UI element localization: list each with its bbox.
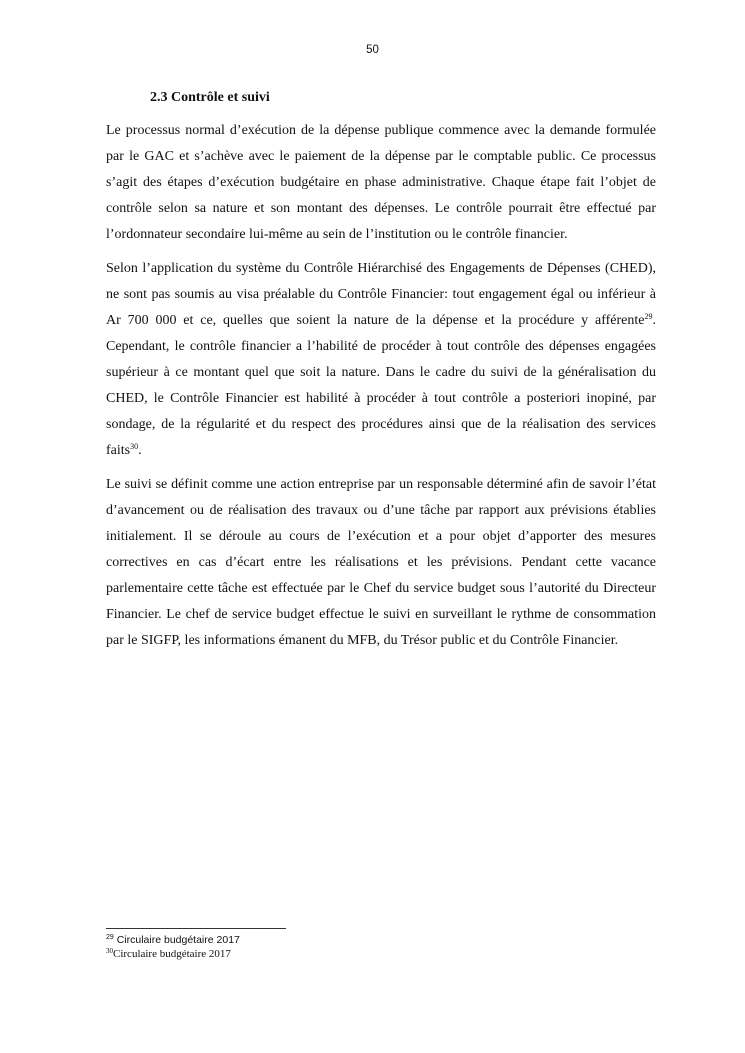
paragraph-process: Le processus normal d’exécution de la dépense publique commence avec la demande formulée par le GAC et s’achève avec le paiement de la dépense par le comptable public. Ce processus s’agit des étapes d’exécution budgétaire en phase administrative. Chaque étape fait l’objet de contrôle selon sa nature et son montant des dépenses. Le contrôle pourrait être effectué par l’ordonnateur secondaire lui-même au sein de l’institution ou le contrôle financier. [106, 123, 656, 242]
footnote-30-number: 30 [106, 947, 113, 955]
footnote-30 [106, 947, 656, 961]
footnotes [106, 933, 656, 961]
footnote-29 [106, 933, 656, 947]
paragraph-suivi: Le suivi se définit comme une action entreprise par un responsable déterminé afin de savoir l’état d’avancement ou de réalisation des travaux ou d’une tâche par rapport aux prévisions établies initialement. Il se déroule au cours de l’exécution et a pour objet d’apporter des mesures correctives en cas d’écart entre les réalisations et les prévisions. Pendant cette vacance parlementaire cette tâche est effectuée par le Chef du service budget sous l’autorité du Directeur Financier. Le chef de service budget effectue le suivi en surveillant le rythme de consommation par le SIGFP, les informations émanent du MFB, du Trésor public et du Contrôle Financier. [106, 477, 656, 648]
paragraph-ched-text-2: . Cependant, le contrôle financier a l’habilité de procéder à tout contrôle des dépenses engagées supérieur à ce montant quel que soit la nature. Dans le cadre du suivi de la généralisation du CHED, le Contrôle Financier est habilité à procéder à tout contrôle a posteriori inopiné, par sondage, de la régularité et du respect des procédures ainsi que de la réalisation des services faits [106, 313, 656, 458]
page-number: 50 [366, 44, 379, 56]
footnote-separator [106, 928, 286, 929]
footnote-29-text: Circulaire budgétaire 2017 [113, 934, 240, 946]
footnote-ref-30[interactable]: 30 [130, 442, 139, 451]
footnote-ref-29[interactable]: 29 [644, 312, 653, 321]
body-text [106, 118, 656, 662]
footnote-30-text: Circulaire budgétaire 2017 [113, 948, 231, 960]
footnote-29-number: 29 [106, 934, 114, 941]
paragraph-ched-text-1: Selon l’application du système du Contrôle Hiérarchisé des Engagements de Dépenses (CHED), ne sont pas soumis au visa préalable du Contrôle Financier: tout engagement égal ou inférieur à Ar 700 000 et ce, quelles que soient la nature de la dépense et la procédure y afférente [106, 261, 656, 328]
section-heading: 2.3 Contrôle et suivi [150, 90, 270, 105]
paragraph-ched-text-3: . [138, 443, 142, 458]
paragraph-ched [106, 256, 656, 464]
